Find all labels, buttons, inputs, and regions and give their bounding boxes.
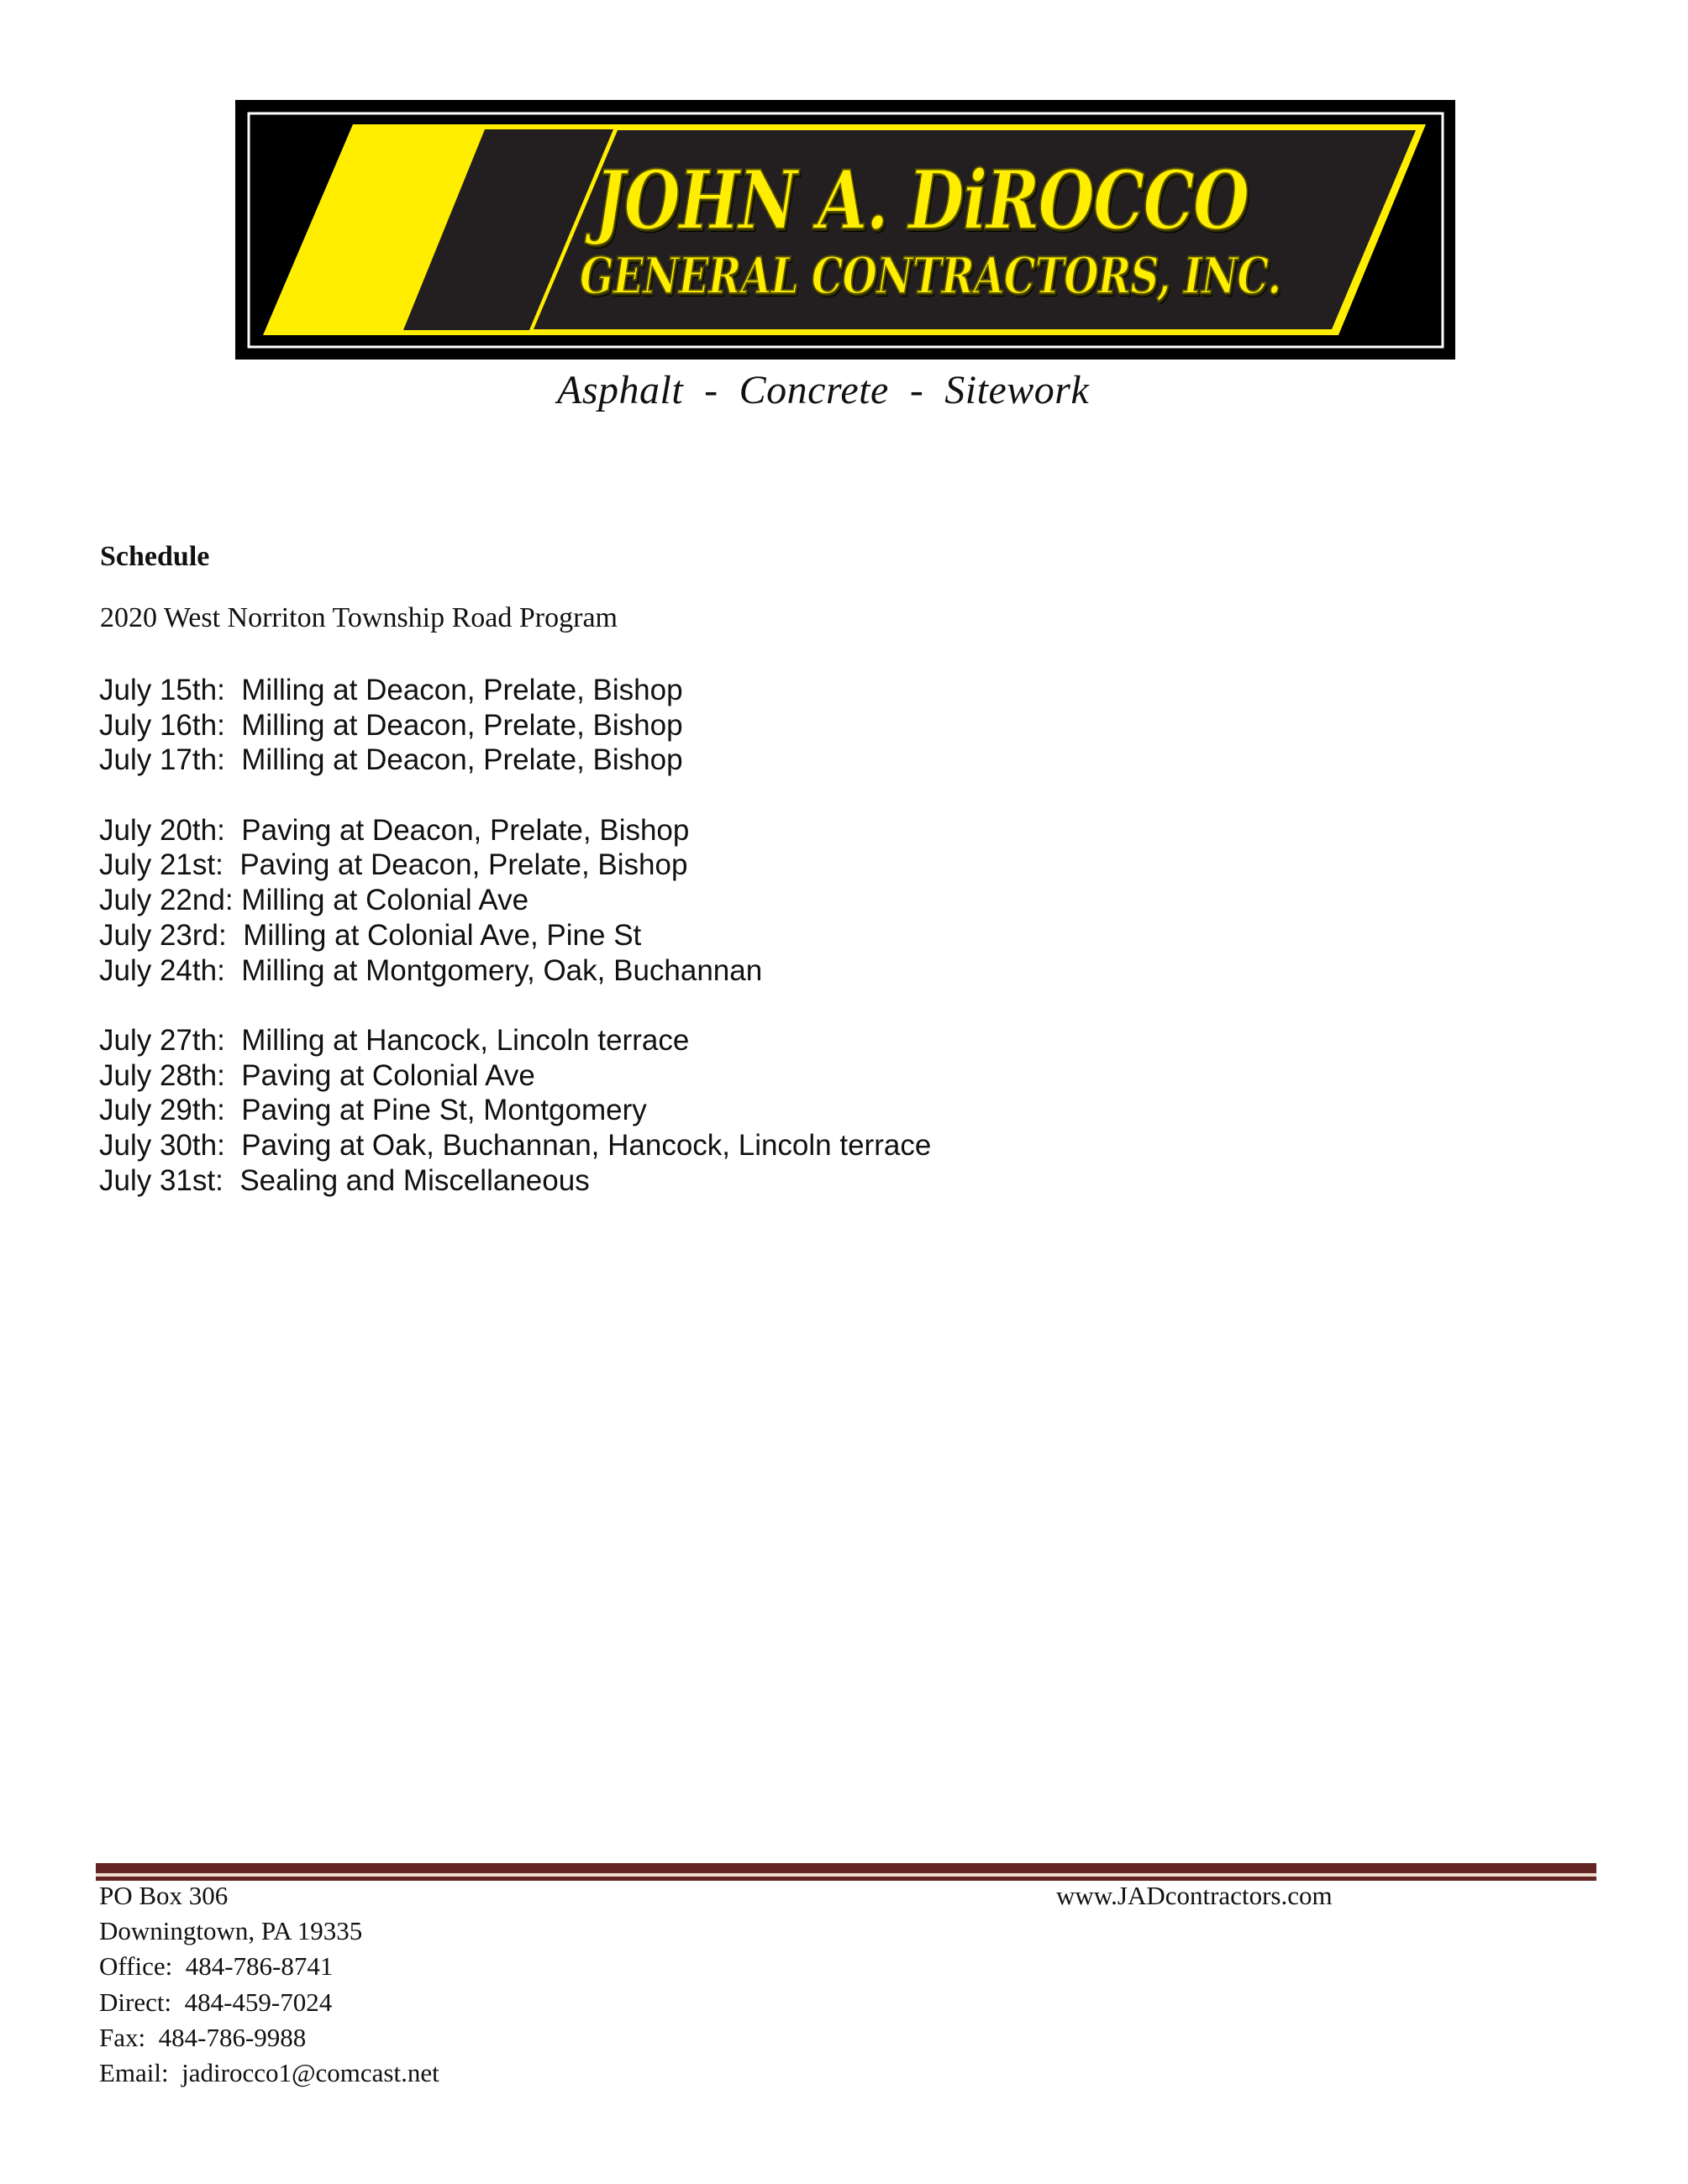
fax-value: 484-786-9988 [158,2022,307,2052]
schedule-task: Paving at Colonial Ave [241,1058,535,1092]
schedule-date: July 27th: [99,1023,225,1057]
program-title: 2020 West Norriton Township Road Program [100,602,618,633]
schedule-date: July 20th: [99,813,225,847]
address-line-1: PO Box 306 [99,1881,229,1910]
address-line-2: Downingtown, PA 19335 [99,1916,363,1946]
schedule-task: Milling at Montgomery, Oak, Buchannan [241,953,763,987]
schedule-entry [99,1058,931,1094]
schedule-date: July 30th: [99,1128,225,1162]
email-address [99,2055,439,2091]
footer-contact-block [99,1878,439,2091]
direct-phone [99,1985,439,2020]
fax-number [99,2020,439,2055]
schedule-task: Milling at Deacon, Prelate, Bishop [241,743,683,777]
schedule-entry [99,708,931,743]
logo-name-line: JOHN A. DiROCCO [595,153,1249,248]
schedule-separator [225,1059,241,1092]
footer-divider-thick [96,1863,1596,1873]
schedule-entry [99,1128,931,1163]
schedule-task: Milling at Colonial Ave, Pine St [243,918,642,952]
schedule-separator [225,674,241,706]
schedule-entry [99,673,931,708]
logo-company-line: GENERAL CONTRACTORS, INC. [580,247,1281,306]
direct-value: 484-459-7024 [184,1987,333,2017]
schedule-task: Milling at Colonial Ave [241,884,529,917]
schedule-date: July 23rd: [99,918,227,952]
schedule-separator [225,1024,241,1057]
schedule-task: Paving at Deacon, Prelate, Bishop [241,813,690,847]
fax-label: Fax: [99,2022,146,2052]
schedule-entry [99,813,931,848]
email-value[interactable]: jadirocco1@comcast.net [181,2058,439,2088]
office-phone [99,1949,439,1984]
schedule-separator [225,1129,241,1162]
schedule-separator [225,709,241,742]
document-heading: Schedule [100,541,210,572]
schedule-entry [99,918,931,953]
schedule-entry [99,1023,931,1058]
schedule-entry [99,883,931,918]
schedule-date: July 16th: [99,708,225,742]
schedule-task: Paving at Deacon, Prelate, Bishop [239,848,688,882]
schedule-separator [234,884,242,916]
schedule-entry [99,953,931,989]
schedule-entry [99,1163,931,1199]
schedule-separator [225,1094,241,1126]
schedule-separator [225,954,241,987]
schedule-separator [225,814,241,847]
schedule-entry [99,848,931,883]
direct-label: Direct: [99,1987,172,2017]
schedule-date: July 31st: [99,1163,223,1197]
tagline: Asphalt - Concrete - Sitework [557,368,1090,412]
schedule-date: July 15th: [99,674,225,706]
schedule-date: July 24th: [99,953,225,987]
office-value: 484-786-8741 [185,1951,334,1982]
schedule-date: July 17th: [99,743,225,777]
company-logo [235,100,1455,360]
schedule-spacer [99,778,931,813]
schedule-task: Milling at Deacon, Prelate, Bishop [241,708,683,742]
schedule-date: July 22nd: [99,884,234,917]
schedule-date: July 29th: [99,1094,225,1127]
schedule-separator [225,743,241,776]
email-label: Email: [99,2058,169,2088]
schedule-entry [99,743,931,778]
website-link[interactable]: www.JADcontractors.com [1056,1881,1333,1910]
schedule-separator [223,848,239,881]
schedule-task: Milling at Hancock, Lincoln terrace [241,1023,690,1057]
office-label: Office: [99,1951,173,1982]
schedule-date: July 21st: [99,848,223,882]
schedule-task: Sealing and Miscellaneous [239,1163,590,1197]
schedule-spacer [99,988,931,1023]
schedule-task: Milling at Deacon, Prelate, Bishop [241,674,683,706]
schedule-task: Paving at Oak, Buchannan, Hancock, Lincoln terrace [241,1128,932,1162]
schedule-date: July 28th: [99,1058,225,1092]
schedule-separator [223,1164,239,1197]
schedule-task: Paving at Pine St, Montgomery [241,1094,647,1127]
schedule-separator [227,919,243,952]
schedule-list [99,673,931,1198]
schedule-entry [99,1093,931,1128]
